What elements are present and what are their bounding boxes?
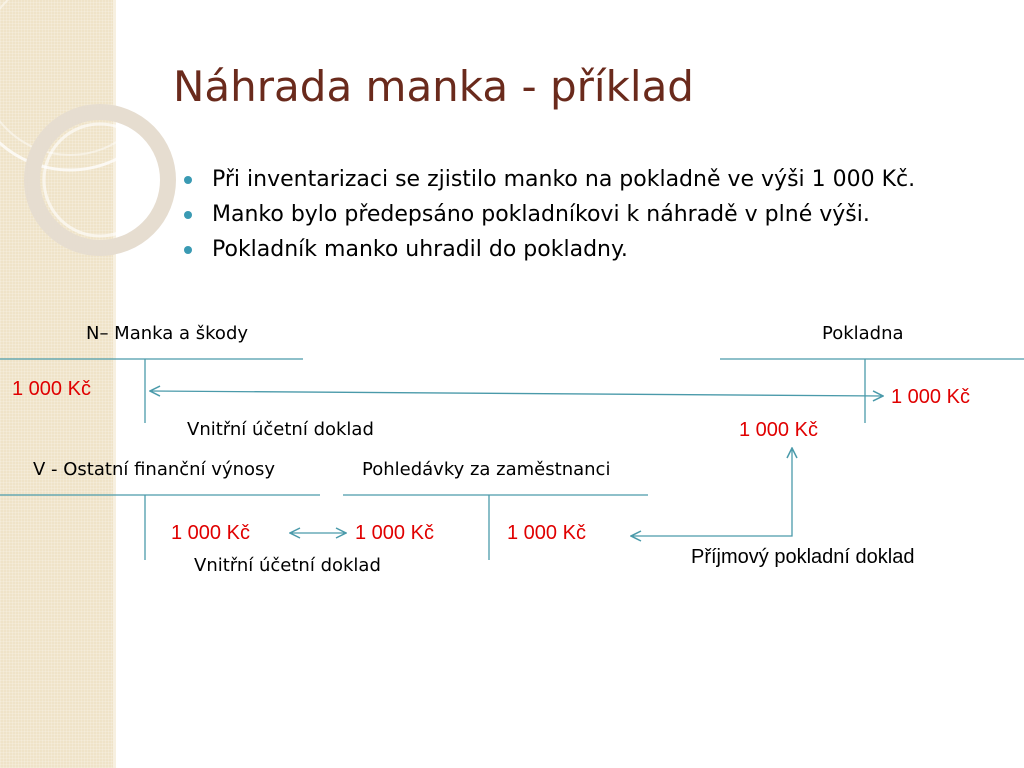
arrow-manka-pokladna: [150, 391, 883, 396]
amount-pokladna-debit: 1 000 Kč: [739, 419, 818, 441]
bullet-dot-icon: [184, 176, 192, 184]
bullet-text: Při inventarizaci se zjistilo manko na pokladně ve výši 1 000 Kč.: [212, 167, 916, 192]
amount-manka-debit: 1 000 Kč: [12, 378, 91, 400]
document-label-manka: Vnitřní účetní doklad: [187, 419, 374, 440]
amount-pohledavky-debit: 1 000 Kč: [355, 522, 434, 544]
amount-vynosy-credit: 1 000 Kč: [171, 522, 250, 544]
amount-pohledavky-credit: 1 000 Kč: [507, 522, 586, 544]
bullet-dot-icon: [184, 246, 192, 254]
account-label-manka: N– Manka a škody: [86, 323, 249, 344]
document-label-vynosy: Vnitřní účetní doklad: [194, 555, 381, 576]
bullet-dot-icon: [184, 211, 192, 219]
amount-pokladna-credit: 1 000 Kč: [891, 386, 970, 408]
account-label-pokladna: Pokladna: [822, 323, 904, 344]
account-label-vynosy: V - Ostatní finanční výnosy: [33, 459, 276, 480]
account-label-pohledavky: Pohledávky za zaměstnanci: [362, 459, 611, 480]
bullet-item: [182, 201, 982, 228]
bullet-item: [182, 166, 982, 193]
slide-title: Náhrada manka - příklad: [173, 62, 694, 111]
bullet-list: [182, 166, 982, 271]
arrow-pohledavky-pokladna: [631, 448, 792, 536]
bullet-text: Pokladník manko uhradil do pokladny.: [212, 237, 628, 262]
cash-receipt-document-label: Příjmový pokladní doklad: [691, 546, 915, 568]
decorative-rings: [0, 0, 180, 300]
bullet-item: [182, 236, 982, 263]
bullet-text: Manko bylo předepsáno pokladníkovi k náhradě v plné výši.: [212, 202, 870, 227]
